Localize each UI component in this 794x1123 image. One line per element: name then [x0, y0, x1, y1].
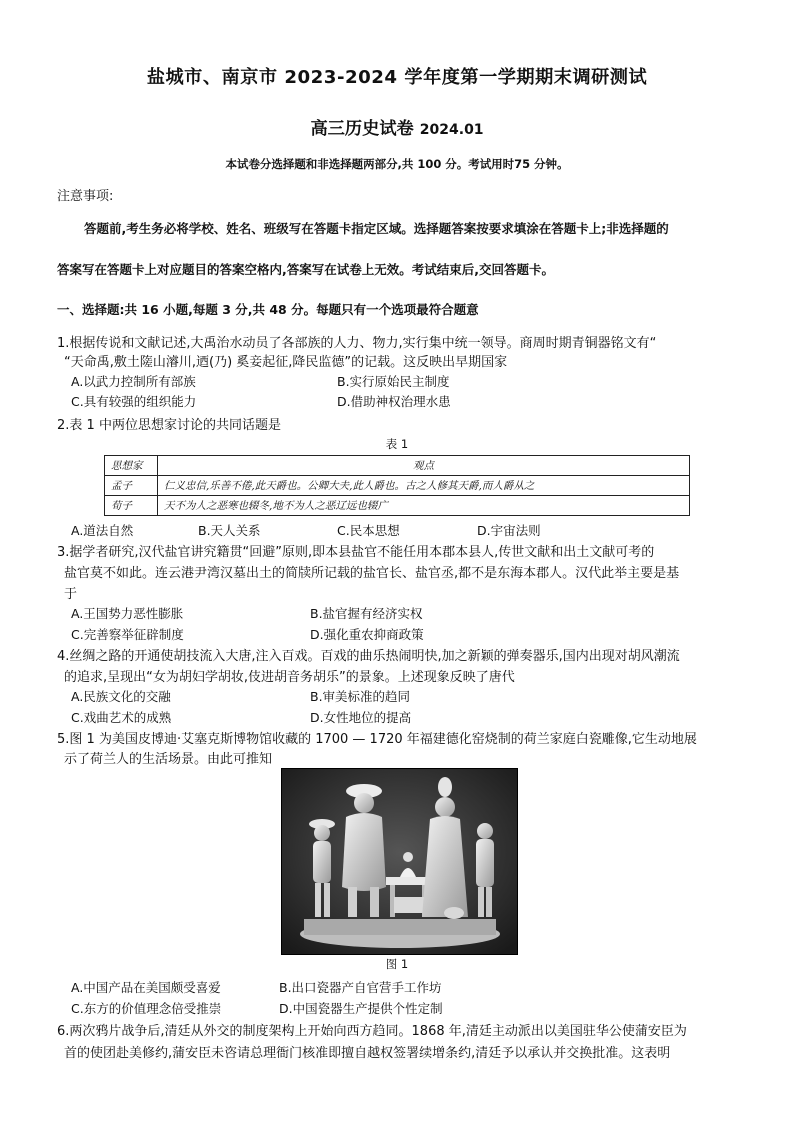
viewpoint-table — [104, 455, 690, 516]
q4-option-a: A.民族文化的交融 — [71, 689, 171, 704]
table-row — [105, 496, 690, 516]
q4-option-b: B.审美标准的趋同 — [310, 689, 411, 704]
section-heading: 一、选择题:共 16 小题,每题 3 分,共 48 分。每题只有一个选项最符合题意 — [57, 302, 479, 317]
q5-option-c: C.东方的价值理念倍受推崇 — [71, 1001, 222, 1016]
table-caption: 表 1 — [385, 437, 409, 451]
q1-option-d: D.借助神权治理水患 — [337, 394, 451, 409]
exam-intro: 本试卷分选择题和非选择题两部分,共 100 分。考试用时75 分钟。 — [225, 157, 569, 171]
q6-stem-line-2: 首的使团赴美修约,蒲安臣未咨请总理衙门核准即擅自越权签署续增条约,清廷予以承认并交换批准。这表明 — [64, 1046, 671, 1061]
q5-stem-line-1: 5.图 1 为美国皮博迪·艾塞克斯博物馆收藏的 1700 — 1720 年福建德化窑烧制的荷兰家庭白瓷雕像,它生动地展 — [57, 732, 697, 747]
exam-subtitle — [0, 114, 794, 139]
porcelain-figure-photo — [281, 768, 518, 955]
subtitle-text: 高三历史试卷 — [310, 119, 414, 139]
q3-stem-line-2: 盐官莫不如此。连云港尹湾汉墓出土的简牍所记载的盐官长、盐官丞,都不是东海本郡人。汉代此举主要是基 — [64, 566, 680, 581]
exam-title: 盐城市、南京市 2023-2024 学年度第一学期期末调研测试 — [146, 67, 648, 88]
q1-stem-line-2: “天命禹,敷土隓山濬川,迺(乃) 奚妾起征,降民监德”的记载。这反映出早期国家 — [64, 355, 508, 370]
q2-option-a: A.道法自然 — [71, 523, 134, 538]
table-header-row — [105, 456, 690, 476]
q5-option-d: D.中国瓷器生产提供个性定制 — [279, 1001, 443, 1016]
q2-option-b: B.天人关系 — [198, 523, 261, 538]
exam-date: 2024.01 — [419, 122, 484, 138]
table-row — [105, 476, 690, 496]
notice-line-1: 答题前,考生务必将学校、姓名、班级写在答题卡指定区域。选择题答案按要求填涂在答题卡上;非选择题的 — [84, 221, 669, 236]
q4-option-d: D.女性地位的提高 — [310, 710, 412, 725]
figure-caption: 图 1 — [385, 957, 409, 971]
q1-option-a: A.以武力控制所有部族 — [71, 374, 196, 389]
q4-stem-line-1: 4.丝绸之路的开通使胡技流入大唐,注入百戏。百戏的曲乐热闹明快,加之新颖的弹奏器乐,国内出现对胡风潮流 — [57, 649, 680, 664]
q1-stem-line-1: 1.根据传说和文献记述,大禹治水动员了各部族的人力、物力,实行集中统一领导。商周时期青铜器铭文有“ — [57, 336, 657, 351]
q1-option-c: C.具有较强的组织能力 — [71, 394, 197, 409]
table-cell: 天不为人之恶寒也辍冬,地不为人之恶辽远也辍广 — [158, 496, 690, 516]
table-cell: 荀子 — [105, 496, 158, 516]
notice-line-2: 答案写在答题卡上对应题目的答案空格内,答案写在试卷上无效。考试结束后,交回答题卡。 — [57, 262, 554, 277]
notice-heading: 注意事项: — [57, 189, 114, 204]
table-header-cell: 思想家 — [105, 456, 158, 476]
q4-option-c: C.戏曲艺术的成熟 — [71, 710, 172, 725]
q3-option-b: B.盐官握有经济实权 — [310, 606, 423, 621]
q3-stem-line-3: 于 — [64, 587, 78, 602]
q3-option-a: A.王国势力恶性膨胀 — [71, 606, 184, 621]
q4-stem-line-2: 的追求,呈现出“女为胡妇学胡妆,伎进胡音务胡乐”的景象。上述现象反映了唐代 — [64, 670, 515, 685]
q6-stem-line-1: 6.两次鸦片战争后,清廷从外交的制度架构上开始向西方趋同。1868 年,清廷主动派出以美国驻华公使蒲安臣为 — [57, 1024, 687, 1039]
table-header-cell: 观点 — [158, 456, 690, 476]
q5-option-b: B.出口瓷器产自官营手工作坊 — [279, 980, 442, 995]
table-cell: 仁义忠信,乐善不倦,此天爵也。公卿大夫,此人爵也。古之人修其天爵,而人爵从之 — [158, 476, 690, 496]
table-cell: 孟子 — [105, 476, 158, 496]
q3-option-c: C.完善察举征辟制度 — [71, 627, 184, 642]
q2-stem: 2.表 1 中两位思想家讨论的共同话题是 — [57, 418, 281, 433]
porcelain-sculpture-image — [282, 769, 517, 954]
q5-stem-line-2: 示了荷兰人的生活场景。由此可推知 — [64, 752, 273, 767]
q5-option-a: A.中国产品在美国颇受喜爱 — [71, 980, 221, 995]
q2-option-d: D.宇宙法则 — [477, 523, 541, 538]
q2-option-c: C.民本思想 — [337, 523, 400, 538]
q3-stem-line-1: 3.据学者研究,汉代盐官讲究籍贯“回避”原则,即本县盐官不能任用本郡本县人,传世文献和出土文献可考的 — [57, 545, 655, 560]
q3-option-d: D.强化重农抑商政策 — [310, 627, 424, 642]
q1-option-b: B.实行原始民主制度 — [337, 374, 450, 389]
